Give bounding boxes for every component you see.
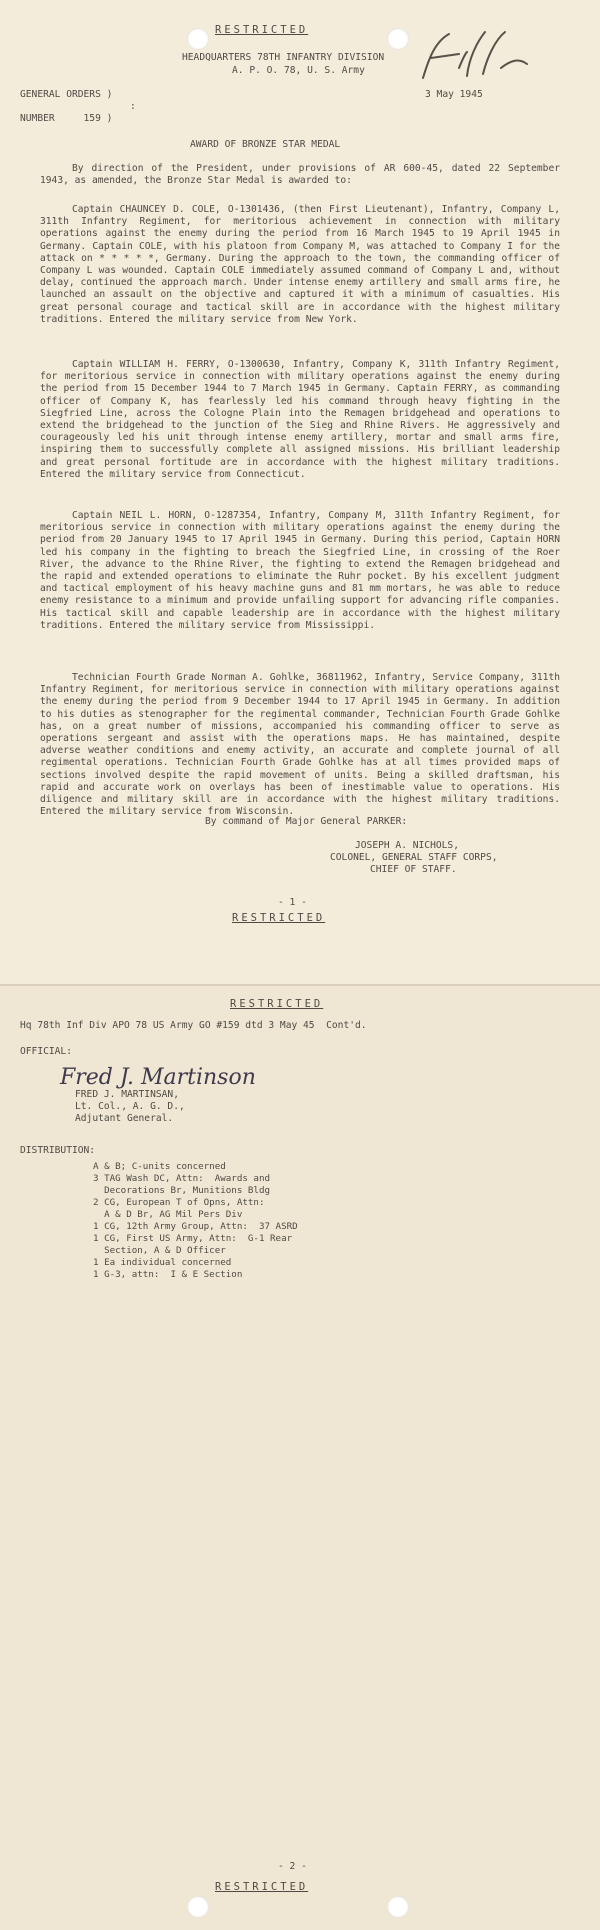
page-number-2: - 2 - [278,1861,307,1872]
distribution-item: 1 G-3, attn: I & E Section [93,1269,243,1280]
page-number-1: - 1 - [278,897,307,908]
distribution-label: DISTRIBUTION: [20,1145,96,1156]
signer-rank: COLONEL, GENERAL STAFF CORPS, [330,852,498,863]
distribution-item: A & B; C-units concerned [93,1161,226,1172]
citation-horn: Captain NEIL L. HORN, O-1287354, Infantry, Company M, 311th Infantry Regiment, for meritorious service in connection with military operations against the enemy during the period from 20 January 1945 to 17 April 1945 in Germany. During this period, Captain HORN led his company in the fighting to breach the Siegfried Line, in crossing of the Roer River, the advance to the Rhine River, the fighting to extend the Remagen bridgehead and the rapid and extended operations to eliminate the Ruhr pocket. By his excellent judgment and tactical employment of his heavy machine guns and 81 mm mortars, he was able to reduce enemy resistance to a minimum and provide unfailing support for advancing rifle companies. His tactical skill and capable leadership are in accordance with the highest military traditions. Entered the military service from Mississippi. [40,510,560,631]
official-name: FRED J. MARTINSAN, [75,1089,179,1100]
distribution-item: 1 CG, 12th Army Group, Attn: 37 ASRD [93,1221,298,1232]
orders-bracket: : [130,101,136,112]
restricted-marking-bottom-2: RESTRICTED [215,1881,309,1893]
distribution-item: Decorations Br, Munitions Bldg [93,1185,271,1196]
distribution-item: 1 CG, First US Army, Attn: G-1 Rear [93,1233,293,1244]
order-date: 3 May 1945 [425,89,483,100]
restricted-marking-top: RESTRICTED [215,24,309,36]
official-rank: Lt. Col., A. G. D., [75,1101,185,1112]
punch-hole [387,1896,409,1918]
apo-line: A. P. O. 78, U. S. Army [232,65,365,76]
distribution-item: Section, A & D Officer [93,1245,226,1256]
distribution-item: A & D Br, AG Mil Pers Div [93,1209,243,1220]
punch-hole [187,1896,209,1918]
distribution-item: 3 TAG Wash DC, Attn: Awards and [93,1173,271,1184]
punch-hole [187,28,209,50]
citation-cole: Captain CHAUNCEY D. COLE, O-1301436, (then First Lieutenant), Infantry, Company L, 311th Infantry Regiment, for meritorious achievement in connection with military operations against the enemy during the period from 16 March 1945 to 19 April 1945 in Germany. Captain COLE, with his platoon from Company M, was attached to Company I for the attack on * * * * *, Germany. During the approach to the town, the commanding officer of Company L was wounded. Captain COLE immediately assumed command of Company L and, without delay, continued the approach march. Under intense enemy artillery and small arms fire, he launched an assault on the objective and captured it with a minimum of casualties. His great personal courage and tactical skill are in accordance with the highest military traditions. Entered the military service from New York. [40,204,560,325]
distribution-item: 2 CG, European T of Opns, Attn: [93,1197,265,1208]
general-orders-label: GENERAL ORDERS ) [20,89,113,100]
distribution-item: 1 Ea individual concerned [93,1257,232,1268]
citation-gohlke: Technician Fourth Grade Norman A. Gohlke, 36811962, Infantry, Service Company, 311th Infantry Regiment, for meritorious service in connection with military operations against the enemy during the period from 9 December 1944 to 17 April 1945 in Germany. In addition to his duties as stenographer for the regimental commander, Technician Fourth Grade Gohlke has, on a great number of missions, accompanied his commanding officer to serve as operations sergeant and assist with the operations maps. He has maintained, despite adverse weather conditions and enemy activity, an accurate and complete journal of all regimental operations. Technician Fourth Grade Gohlke has at all times provided maps of sections involved despite the rapid movement of units. Being a skilled draftsman, his rapid and accurate work on overlays has been of inestimable value to operations. His diligence and military skill are in accordance with the highest military traditions. Entered the military service from Wisconsin. [40,672,560,818]
punch-hole [387,28,409,50]
by-command-line: By command of Major General PARKER: [205,816,408,827]
signer-title: CHIEF OF STAFF. [370,864,457,875]
citation-ferry: Captain WILLIAM H. FERRY, O-1300630, Infantry, Company K, 311th Infantry Regiment, for meritorious service in connection with military operations against the enemy during the period from 15 December 1944 to 7 March 1945 in Germany. Captain FERRY, as commanding officer of Company K, has fearlessly led his command through heavy fighting in the Siegfried Line, across the Cologne Plain into the Remagen bridgehead and operations to extend the bridgehead to the junction of the Sieg and Rhine Rivers. He aggressively and courageously led his unit through intense enemy artillery, mortar and small arms fire, inspiring them to successfully complete all assigned missions. His brilliant leadership and great personal fortitude are in accordance with the highest military traditions. Entered the military service from Connecticut. [40,359,560,480]
signer-name: JOSEPH A. NICHOLS, [355,840,459,851]
order-heading: AWARD OF BRONZE STAR MEDAL [190,139,341,150]
headquarters-line: HEADQUARTERS 78TH INFANTRY DIVISION [182,52,385,63]
handwritten-signature: Fred J. Martinson [60,1065,256,1090]
official-title: Adjutant General. [75,1113,174,1124]
restricted-marking-top-2: RESTRICTED [230,998,324,1010]
handwritten-file-annotation [415,28,535,88]
order-number: NUMBER 159 ) [20,113,113,124]
continuation-line: Hq 78th Inf Div APO 78 US Army GO #159 dtd 3 May 45 Cont'd. [20,1020,367,1031]
official-label: OFFICIAL: [20,1046,72,1057]
restricted-marking-bottom: RESTRICTED [232,912,326,924]
document-page-2 [0,986,600,1930]
intro-paragraph: By direction of the President, under provisions of AR 600-45, dated 22 September 1943, as amended, the Bronze Star Medal is awarded to: [40,163,560,187]
